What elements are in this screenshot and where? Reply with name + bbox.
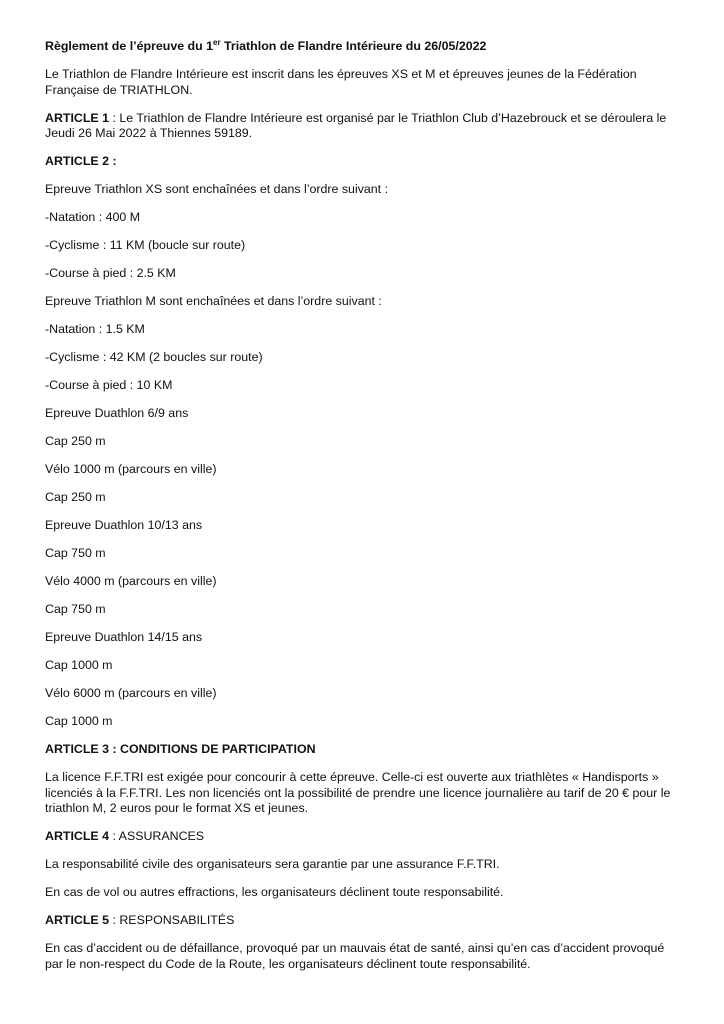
article-5-heading-suffix: : RESPONSABILITÉS — [109, 913, 235, 927]
article-4-heading-suffix: : ASSURANCES — [109, 829, 205, 843]
article-4-heading — [45, 829, 683, 845]
article-5-heading — [45, 913, 683, 929]
article-2-line: Vélo 6000 m (parcours en ville) — [45, 686, 217, 700]
article-3-paragraph: La licence F.F.TRI est exigée pour concourir à cette épreuve. Celle-ci est ouverte aux triathlètes « Handisports » licenciés à la F.F.TRI. Les non licenciés ont la possibilité de prendre une licence journalière au tarif de 20 € pour le triathlon M, 2 euros pour le format XS et jeunes. — [45, 770, 671, 815]
article-3-heading: ARTICLE 3 : CONDITIONS DE PARTICIPATION — [45, 742, 316, 756]
document-title — [45, 39, 683, 55]
article-2-line: -Course à pied : 2.5 KM — [45, 266, 176, 280]
article-4-paragraph: La responsabilité civile des organisateurs sera garantie par une assurance F.F.TRI. — [45, 857, 500, 871]
article-2-line: Cap 250 m — [45, 434, 106, 448]
article-1-text: : Le Triathlon de Flandre Intérieure est organisé par le Triathlon Club d’Hazebrouck et se déroulera le Jeudi 26 Mai 2022 à Thiennes 59189. — [45, 110, 667, 140]
article-2-line: -Natation : 400 M — [45, 210, 141, 224]
title-suffix: Triathlon de Flandre Intérieure du 26/05/2022 — [220, 39, 487, 53]
article-2-line: -Natation : 1.5 KM — [45, 322, 145, 336]
title-superscript: er — [213, 37, 221, 47]
article-1-paragraph — [45, 111, 683, 142]
article-5-paragraph: En cas d’accident ou de défaillance, provoqué par un mauvais état de santé, ainsi qu’en cas d’accident provoqué par le non-respect du Code de la Route, les organisateurs déclinent toute responsabilité. — [45, 941, 665, 971]
article-2-line: Cap 1000 m — [45, 714, 113, 728]
article-2-line: Cap 1000 m — [45, 658, 113, 672]
article-2-line: Epreuve Triathlon M sont enchaînées et dans l’ordre suivant : — [45, 294, 382, 308]
article-2-line: Cap 250 m — [45, 490, 106, 504]
document-page — [45, 39, 683, 985]
article-2-heading: ARTICLE 2 : — [45, 154, 117, 168]
article-4-paragraph: En cas de vol ou autres effractions, les organisateurs déclinent toute responsabilité. — [45, 885, 504, 899]
article-2-list — [45, 182, 683, 730]
article-2-line: Epreuve Duathlon 6/9 ans — [45, 406, 189, 420]
article-1-label: ARTICLE 1 — [45, 110, 110, 125]
article-2-line: Epreuve Duathlon 14/15 ans — [45, 630, 203, 644]
article-2-line: Epreuve Duathlon 10/13 ans — [45, 518, 203, 532]
article-2-line: Vélo 1000 m (parcours en ville) — [45, 462, 217, 476]
article-5-label: ARTICLE 5 — [45, 913, 110, 927]
article-4-label: ARTICLE 4 — [45, 829, 110, 843]
article-2-line: -Course à pied : 10 KM — [45, 378, 173, 392]
intro-paragraph: Le Triathlon de Flandre Intérieure est inscrit dans les épreuves XS et M et épreuves jeunes de la Fédération Française de TRIATHLON. — [45, 67, 637, 97]
article-2-line: Vélo 4000 m (parcours en ville) — [45, 574, 217, 588]
article-2-line: -Cyclisme : 11 KM (boucle sur route) — [45, 238, 246, 252]
article-2-line: Cap 750 m — [45, 602, 106, 616]
article-2-line: Cap 750 m — [45, 546, 106, 560]
title-prefix: Règlement de l’épreuve du 1 — [45, 39, 214, 53]
article-2-line: -Cyclisme : 42 KM (2 boucles sur route) — [45, 350, 263, 364]
article-2-line: Epreuve Triathlon XS sont enchaînées et dans l’ordre suivant : — [45, 182, 389, 196]
